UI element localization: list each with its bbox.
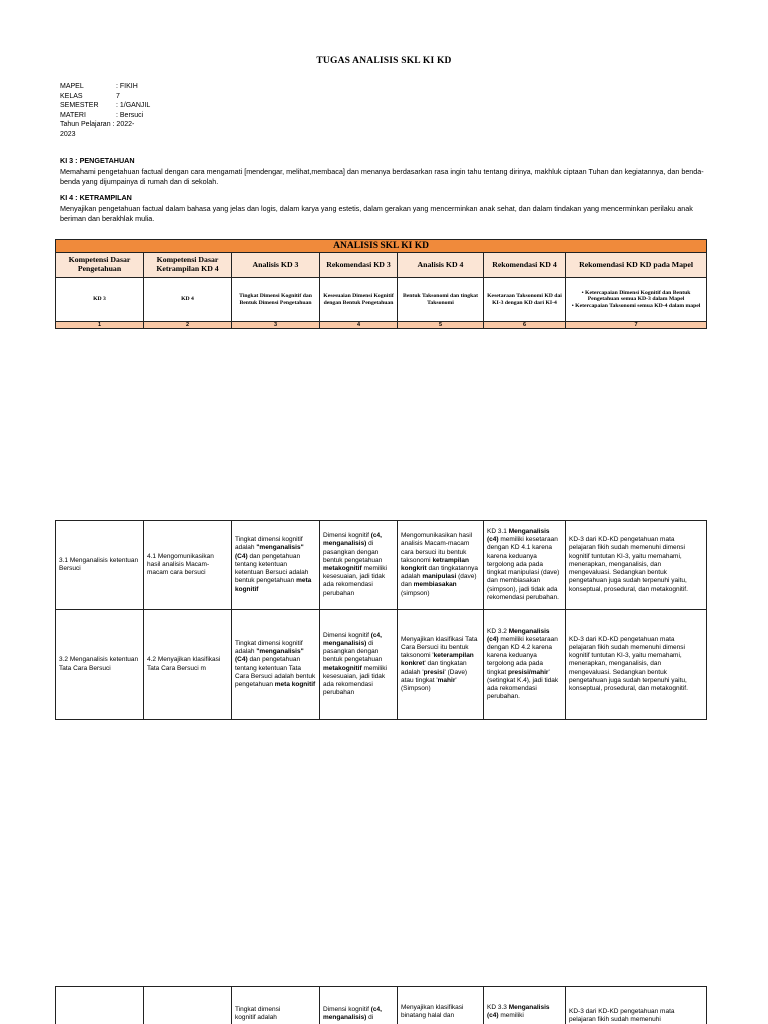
column-number: 7 — [566, 322, 707, 329]
meta-row-semester — [60, 101, 150, 111]
analysis-data-table — [55, 520, 707, 720]
analisis-kd3-cell — [232, 987, 320, 1024]
analisis-kd3-cell — [232, 610, 320, 720]
text: pelajaran fikih sudah memenuhi — [569, 1016, 661, 1024]
column-number-row — [56, 322, 707, 329]
text: Tingkat dimensi kognitif adalah — [235, 536, 303, 552]
bold-text: (c4) — [487, 1012, 499, 1020]
subheader-cell: KD 3 — [56, 278, 144, 322]
meta-row-mapel — [60, 82, 150, 92]
text: ' (Simpson) — [401, 676, 457, 692]
rekomendasi-kd4-cell — [484, 521, 566, 610]
analysis-banner-row — [56, 240, 707, 253]
text: memiliki kesesuaian, jadi tidak ada rekomendasi perubahan — [323, 565, 387, 597]
subheader-cell-mapel — [566, 278, 707, 322]
bold-text: "menganalisis" (C4) — [235, 544, 304, 560]
text: KD 3.2 — [487, 627, 509, 635]
meta-key: KELAS — [60, 92, 83, 100]
subheader-bullet: • Ketercapaian Taksonomi semua KD-4 dalam mapel — [568, 303, 704, 310]
text: dan pengetahuan tentang ketentuan ketentuan Bersuci adalah bentuk pengetahuan — [235, 552, 309, 585]
analisis-kd3-cell — [232, 521, 320, 610]
bold-text: mahir — [437, 676, 456, 684]
kd4-cell: 4.1 Mengomunikasikan hasil analisis Macam-macam cara bersuci — [144, 521, 232, 610]
text: Dimensi kognitif — [323, 1006, 371, 1013]
text: di pasangkan dengan bentuk pengetahuan — [323, 540, 383, 564]
table-row — [56, 987, 707, 1024]
text: di pasangkan dengan bentuk pengetahuan — [323, 639, 383, 664]
kd3-cell: 3.2 Menganalisis ketentuan Tata Cara Bersuci — [56, 610, 144, 720]
column-number: 3 — [232, 322, 320, 329]
bold-text: meta kognitif — [274, 680, 316, 688]
text: memiliki kesetaraan dengan KD 4.2 karena karena keduanya tergolong ada pada tingkat — [487, 635, 558, 676]
text: di — [366, 1014, 374, 1022]
text: Menyajikan klasifikasi Tata Cara Bersuci itu bentuk taksonomi ' — [401, 635, 478, 660]
kd3-cell: 3.1 Menganalisis ketentuan Bersuci — [56, 521, 144, 610]
text: Tingkat dimensi — [235, 1006, 281, 1013]
kd4-cell: 4.2 Menyajikan klasifikasi Tata Cara Bersuci m — [144, 610, 232, 720]
table-row — [56, 521, 707, 610]
text: dan tingkatannya adalah — [401, 565, 478, 581]
header-cell: Rekomendasi KD 4 — [484, 253, 566, 278]
bold-text: (c4, menganalisis) — [323, 532, 382, 548]
rekomendasi-kd3-cell — [320, 521, 398, 610]
subheader-cell: Tingkat Dimensi Kognitif dan Bentuk Dimensi Pengetahuan — [232, 278, 320, 322]
meta-key: MATERI — [60, 111, 86, 119]
ki4-text: Menyajikan pengetahuan factual dalam bahasa yang jelas dan logis, dalam karya yang estetis, dalam gerakan yang mencerminkan anak sehat, dan dalam tindakan yang mencerminkan perilaku anak beriman dan berakhlak mulia. — [60, 203, 693, 224]
meta-value: : 1/GANJIL — [116, 102, 151, 110]
ki4-section — [60, 193, 710, 225]
ki4-heading: KI 4 : KETRAMPILAN — [60, 193, 132, 202]
text: KD 3.1 — [487, 528, 509, 536]
column-number: 4 — [320, 322, 398, 329]
analisis-kd4-cell — [398, 987, 484, 1024]
text: ' dan tingkatan adalah ' — [401, 660, 467, 676]
bold-text: meta kognitif — [235, 577, 312, 593]
header-cell: Analisis KD 3 — [232, 253, 320, 278]
text: KD 3.3 — [487, 1004, 509, 1011]
meta-key: SEMESTER — [60, 102, 99, 110]
text: memiliki — [498, 1012, 524, 1020]
kd4-cell — [144, 987, 232, 1024]
bold-text: (c4, menganalisis) — [323, 631, 382, 647]
bold-text: presisi — [423, 668, 445, 676]
text: kognitif adalah — [235, 1014, 277, 1022]
meta-value: 7 — [116, 92, 120, 100]
analysis-header-table — [55, 239, 707, 329]
text: (dave) dan — [401, 573, 477, 589]
meta-row-materi — [60, 111, 150, 121]
text: (simpson) — [401, 589, 430, 597]
bold-text: menganalisis) — [323, 1014, 367, 1022]
bold-text: keterampilan konkret — [401, 652, 474, 668]
analysis-data-table-continued — [55, 986, 707, 1024]
bold-text: Menganalisis (c4) — [487, 627, 550, 643]
meta-row-kelas — [60, 92, 150, 102]
rekomendasi-kd4-cell — [484, 987, 566, 1024]
meta-value: : FIKIH — [116, 83, 138, 90]
header-cell: Kompetensi Dasar Pengetahuan — [56, 253, 144, 278]
table-row — [56, 610, 707, 720]
bold-text: (c4, — [370, 1006, 382, 1013]
rekomendasi-mapel-cell — [566, 987, 707, 1024]
ki3-heading: KI 3 : PENGETAHUAN — [60, 156, 135, 165]
header-cell: Analisis KD 4 — [398, 253, 484, 278]
text: memiliki kesesuaian, jadi tidak ada rekomendasi perubahan — [323, 664, 387, 697]
rekomendasi-mapel-cell: KD-3 dari KD-KD pengetahuan mata pelajaran fikih sudah memenuhi dimensi kognitif tuntutan KI-3, yaitu memahami, menerapkan, menganalisis, dan mengevaluasi. Sedangkan bentuk pengetahuan juga sudah terpenuhi yaitu, konseptual, prosedural, dan metakognitif. — [566, 521, 707, 610]
bold-text: Menganalisis (c4) — [487, 528, 550, 544]
text: Menyajikan klasifikasi — [401, 1004, 464, 1011]
meta-value: : Bersuci — [116, 111, 144, 119]
text: Mengomunikasikan hasil analisis Macam-macam cara bersuci itu bentuk taksonomi — [401, 532, 473, 564]
subheader-cell: Bentuk Taksonomi dan tingkat Taksonomi — [398, 278, 484, 322]
bold-text: metakognitif — [323, 664, 362, 672]
document-title: TUGAS ANALISIS SKL KI KD — [316, 56, 452, 66]
subheader-cell: Kesetaraan Taksonomi KD dai KI-3 dengan KD dari KI-4 — [484, 278, 566, 322]
text: memiliki kesetaraan dengan KD 4.1 karena karena keduanya tergolong ada pada tingkat manipulasi (dave) dan membiasakan (simpson), jadi tidak ada rekomendasi perubahan. — [487, 536, 560, 601]
bold-text: Menganalisis — [508, 1004, 550, 1011]
header-cell: Kompetensi Dasar Ketrampilan KD 4 — [144, 253, 232, 278]
analisis-kd4-cell — [398, 521, 484, 610]
rekomendasi-kd4-cell — [484, 610, 566, 720]
text: binatang halal dan — [401, 1012, 455, 1020]
header-row — [56, 253, 707, 278]
meta-tahun-line2: 2023 — [60, 130, 76, 138]
text: ' (setingkat K.4), jadi tidak ada rekomendasi perubahan. — [487, 668, 559, 701]
rekomendasi-kd3-cell — [320, 987, 398, 1024]
bold-text: "menganalisis" (C4) — [235, 648, 304, 664]
column-number: 6 — [484, 322, 566, 329]
analisis-kd4-cell — [398, 610, 484, 720]
meta-tahun-line1: Tahun Pelajaran : 2022- — [60, 121, 135, 129]
column-number: 5 — [398, 322, 484, 329]
text: Dimensi kognitif — [323, 631, 371, 639]
rekomendasi-kd3-cell — [320, 610, 398, 720]
text: ' (Dave) atau tingkat ' — [401, 668, 468, 684]
ki3-text: Memahami pengetahuan factual dengan cara mengamati [mendengar, melihat,membaca] dan menanya berdasarkan rasa ingin tahu tentang dirinya, makhluk ciptaan Tuhan dan kegiatannya, dan benda-benda yang dijumpainya di rumah dan di sekolah. — [60, 166, 704, 187]
bold-text: membiasakan — [413, 581, 457, 589]
header-cell: Rekomendasi KD 3 — [320, 253, 398, 278]
text: KD-3 dari KD-KD pengetahuan mata — [569, 1008, 675, 1015]
column-number: 2 — [144, 322, 232, 329]
analysis-banner: ANALISIS SKL KI KD — [56, 240, 707, 253]
rekomendasi-mapel-cell: KD-3 dari KD-KD pengetahuan mata pelajaran fikih sudah memenuhi dimensi kognitif tuntutan KI-3, yaitu memahami, menerapkan, menganalisis, dan mengevaluasi. Sedangkan bentuk pengetahuan juga sudah terpenuhi yaitu, konseptual, prosedural, dan metakognitif. — [566, 610, 707, 720]
bold-text: manipulasi — [422, 573, 457, 581]
subheader-cell: Kesesuaian Dimensi Kognitif dengan Bentuk Pengetahuan — [320, 278, 398, 322]
text: Dimensi kognitif — [323, 532, 371, 540]
subheader-row — [56, 278, 707, 322]
subheader-bullet: • Ketercapaian Dimensi Kognitif dan Bentuk Pengetahuan semua KD-3 dalam Mapel — [568, 290, 704, 303]
bold-text: ketrampilan kongkrit — [401, 556, 469, 572]
bold-text: presisi/mahir — [507, 668, 549, 676]
meta-key: MAPEL — [60, 83, 84, 90]
text: Tingkat dimensi kognitif adalah — [235, 639, 303, 656]
text: dan pengetahuan tentang ketentuan Tata Cara Bersuci adalah bentuk pengetahuan — [235, 656, 316, 688]
meta-block — [60, 82, 150, 140]
column-number: 1 — [56, 322, 144, 329]
bold-text: metakognitif — [323, 565, 362, 572]
kd3-cell — [56, 987, 144, 1024]
header-cell: Rekomendasi KD KD pada Mapel — [566, 253, 707, 278]
subheader-cell: KD 4 — [144, 278, 232, 322]
ki3-section — [60, 156, 710, 188]
